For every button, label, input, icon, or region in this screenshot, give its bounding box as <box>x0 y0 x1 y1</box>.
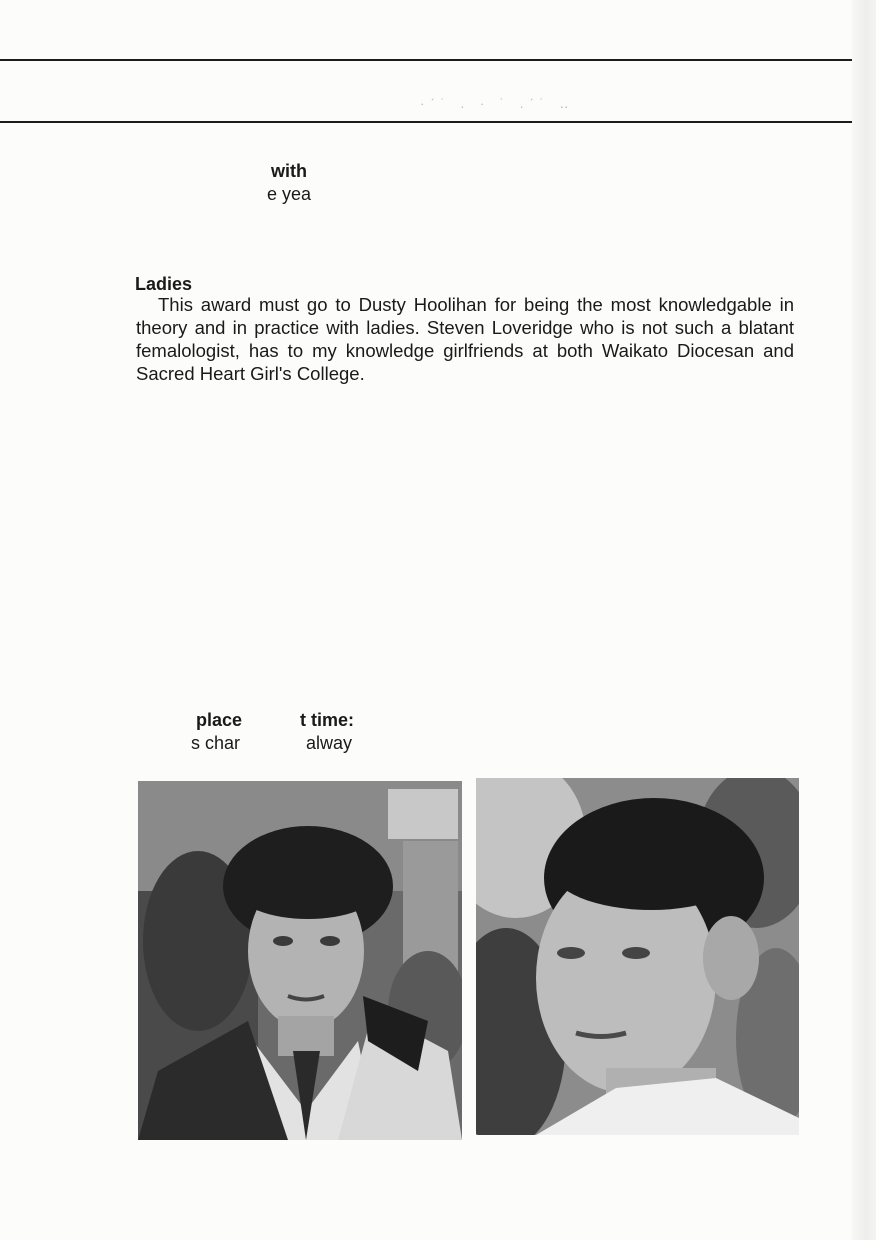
fragment-place-value: s char <box>191 733 241 753</box>
top-rule <box>0 59 852 61</box>
second-rule <box>0 121 852 123</box>
fragment-time-label: t time: <box>300 710 354 730</box>
show-through-marks: ·ˊ˙ . · ˙ .ˊ˙ ‥ <box>420 96 575 111</box>
portrait-photo-left <box>138 781 462 1140</box>
fragment-time-value: alway <box>306 733 353 753</box>
section-heading: Ladies <box>135 274 193 294</box>
fragment-place-label: place <box>196 710 243 730</box>
fragment-with-label: with <box>271 161 307 181</box>
section-body: This award must go to Dusty Hoolihan for being the most knowledgable in theory and in practice with ladies. Steven Loveridge who is not such a blatant femalologist, has to my knowledge girlfriends at both Waikato Diocesan and Sacred Heart Girl's College. <box>136 294 794 384</box>
fragment-with-value: e yea <box>267 184 312 204</box>
portrait-photo-right <box>476 778 799 1135</box>
page-edge-shadow <box>852 0 876 1240</box>
